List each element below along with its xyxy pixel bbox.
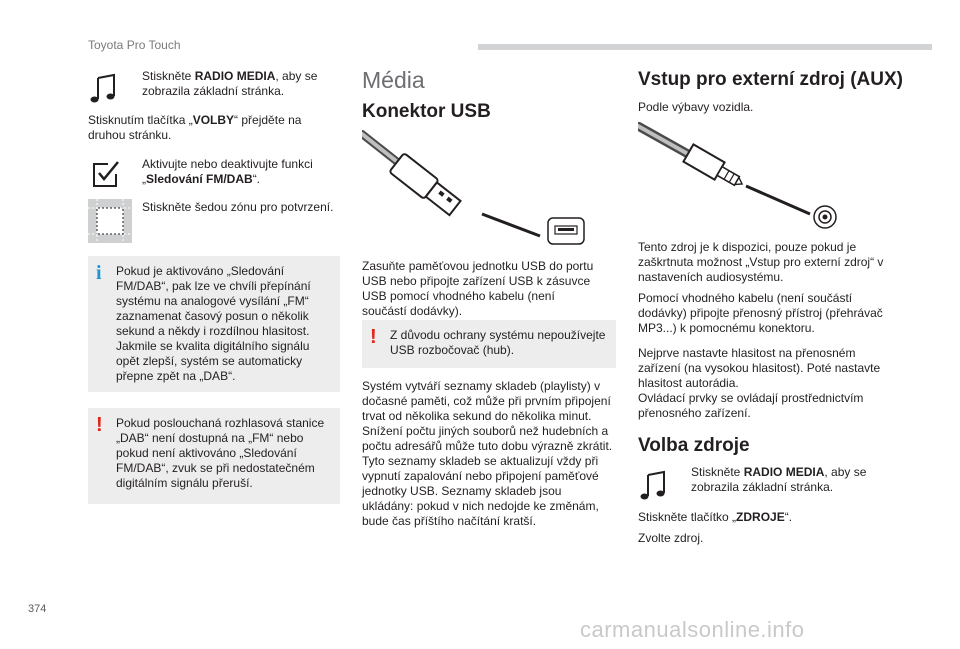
section-title-aux: Vstup pro externí zdroj (AUX): [638, 69, 903, 90]
col1-step-fm-dab: Aktivujte nebo deaktivujte funkci „Sledování FM/DAB“.: [142, 157, 313, 186]
warning-icon: !: [96, 414, 103, 436]
info-notice: [88, 256, 340, 392]
page-number: 374: [28, 603, 47, 615]
col1-step-grey-zone: Stiskněte šedou zónu pro potvrzení.: [142, 200, 334, 214]
section-title-source: Volba zdroje: [638, 435, 750, 456]
col3-para-zdroje: Stiskněte tlačítko „ZDROJE“.: [638, 510, 793, 524]
col1-para-volby: Stisknutím tlačítka „VOLBY“ přejděte na druhou stránku.: [88, 113, 302, 142]
warning-text-usb-hub: Z důvodu ochrany systému nepoužívejte USB rozbočovač (hub).: [390, 328, 606, 357]
watermark: carmanualsonline.info: [580, 617, 805, 642]
col3-para-availability: Tento zdroj je k dispozici, pouze pokud je zaškrtnuta možnost „Vstup pro externí zdroj“ v nastaveních audiosystému.: [638, 240, 884, 284]
col3-para-volume: Nejprve nastavte hlasitost na přenosném zařízení (na vysokou hlasitost). Poté nastavte hlasitost autorádia. Ovládací prvky se ovládají prostřednictvím přenosného zařízení.: [638, 346, 881, 420]
running-header: Toyota Pro Touch: [88, 38, 181, 52]
info-text-1: Pokud je aktivováno „Sledování FM/DAB“, pak lze ve chvíli přepínání systému na analogové vysílání „FM“ zaznamenat časový posun o několik sekund a někdy i rozdílnou hlasitost.: [116, 264, 311, 338]
section-title-media: Média: [362, 67, 425, 93]
info-text-2: Jakmile se kvalita digitálního signálu opět zlepší, systém se automaticky přepne zpět na „DAB“.: [116, 339, 310, 383]
col3-para-connect-cable: Pomocí vhodného kabelu (není součástí dodávky) připojte přenosný přístroj (přehrávač MP3...) k pomocnému konektoru.: [638, 291, 883, 335]
col3-para-choose-source: Zvolte zdroj.: [638, 531, 704, 545]
music-note-icon: [638, 469, 672, 503]
col2-para-playlists: Systém vytváří seznamy skladeb (playlisty) v dočasné paměti, což může při prvním připojení trvat od několika sekund do několika minut. Snížení počtu jiných souborů než hudebních a počtu adresářů může tuto dobu výrazně zkrátit. Tyto seznamy skladeb se aktualizují vždy při vypnutí zapalování nebo připojení paměťové jednotky USB. Seznamy skladeb jsou ukládány: pokud v nich nedojde ke změnám, bude čas příštího načítání kratší.: [362, 379, 613, 528]
col3-para-equipment: Podle výbavy vozidla.: [638, 100, 754, 114]
warning-icon: !: [370, 326, 377, 348]
warning-notice-usb-hub: [362, 320, 616, 368]
music-note-icon: [88, 72, 122, 106]
header-bar: [478, 44, 932, 50]
col1-step-radio-media: Stiskněte RADIO MEDIA, aby se zobrazila základní stránka.: [142, 69, 318, 98]
subsection-title-usb: Konektor USB: [362, 101, 491, 122]
warning-notice-dab: [88, 408, 340, 504]
info-icon: i: [96, 262, 102, 284]
jack-plug-illustration: [638, 122, 848, 232]
checkbox-tick-icon: [88, 158, 122, 192]
warning-text-dab: Pokud poslouchaná rozhlasová stanice „DAB“ není dostupná na „FM“ nebo pokud není aktivováno „Sledování FM/DAB“, zvuk se při nedostatečném digitálním signálu přeruší.: [116, 416, 325, 490]
grey-zone-icon: [88, 199, 132, 243]
col2-para-insert-usb: Zasuňte paměťovou jednotku USB do portu USB nebo připojte zařízení USB k zásuvce USB pomocí vhodného kabelu (není součástí dodávky).: [362, 259, 594, 318]
col3-step-radio-media: Stiskněte RADIO MEDIA, aby se zobrazila základní stránka.: [691, 465, 867, 494]
usb-plug-illustration: [362, 130, 592, 248]
